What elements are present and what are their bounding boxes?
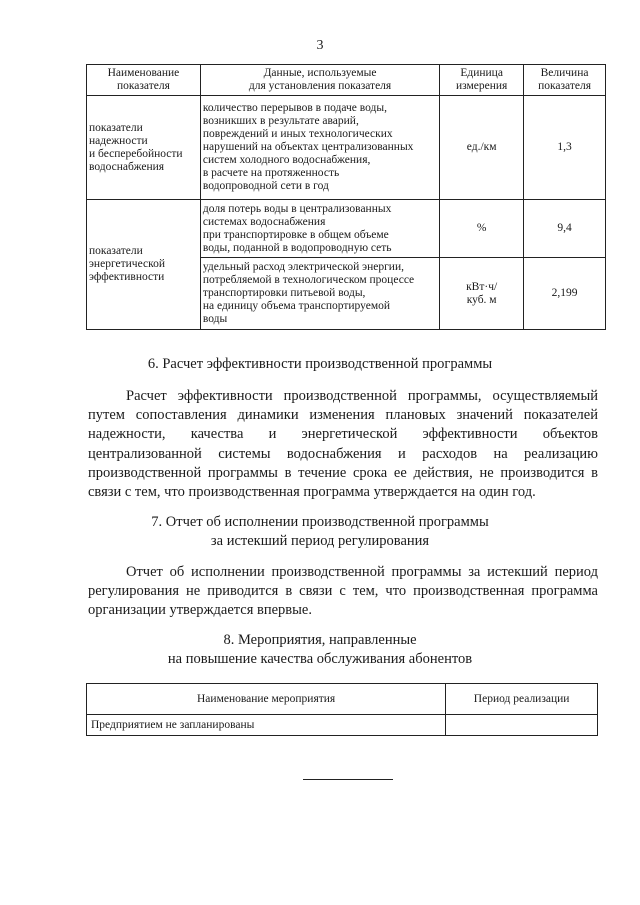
- text-line: количество перерывов в подаче воды,: [202, 102, 388, 114]
- text-line: водоснабжения: [89, 160, 165, 173]
- indicators-table-header: [87, 65, 606, 96]
- indicators-table: [86, 64, 606, 330]
- text-line: систем холодного водоснабжения,: [202, 154, 371, 166]
- section-7-title-line-1: 7. Отчет об исполнении производственной программы: [151, 514, 489, 530]
- text-line: на единицу объема транспортируемой: [202, 300, 391, 312]
- text-line: для установления показателя: [248, 80, 392, 92]
- text-line: повреждений и иных технологических: [202, 128, 393, 140]
- text-line: энергетической: [89, 258, 165, 270]
- indicator-value-cell: 9,4: [524, 200, 606, 258]
- text-line: Наименование: [107, 67, 180, 79]
- text-line: показателя: [116, 80, 170, 92]
- text-line: ед./км: [466, 141, 497, 153]
- header-period: Период реализации: [446, 684, 598, 715]
- text-line: надежности: [89, 134, 148, 147]
- page-number: 3: [316, 38, 324, 53]
- events-table: [86, 683, 598, 736]
- event-period-cell: [446, 715, 598, 736]
- text-line: системах водоснабжения: [202, 215, 326, 228]
- indicator-value-cell: 2,199: [524, 258, 606, 330]
- text-line: транспортировки питьевой воды,: [202, 287, 366, 299]
- indicator-data-cell: [200, 258, 439, 330]
- text-line: удельный расход электрической энергии,: [202, 261, 404, 273]
- section-8-title-line-2: на повышение качества обслуживания абонентов: [167, 651, 473, 667]
- text-line: показателя: [538, 80, 591, 92]
- header-source-data: [200, 65, 439, 96]
- text-line: доля потерь воды в централизованных: [202, 202, 392, 215]
- events-table-header: [87, 684, 598, 715]
- text-line: потребляемой в технологическом процессе: [202, 274, 415, 286]
- indicator-value-cell: 1,3: [524, 96, 606, 200]
- table-row: [87, 715, 598, 736]
- text-line: кВт·ч/: [466, 280, 498, 293]
- signature-line: [303, 779, 393, 780]
- section-6-text: Расчет эффективности производственной программы, осуществляемый путем сопоставления динамики изменения плановых значений показателей надежности, качества и энергетической эффективности объектов централизованной системы водоснабжения и расходов на реализацию производственной программы в течение срока ее действия, не производится в связи с тем, что производственная программа утверждается на один год.: [88, 388, 598, 501]
- section-6-title: 6. Расчет эффективности производственной программы: [147, 356, 493, 372]
- text-line: показатели: [89, 245, 143, 257]
- table-row: [87, 96, 606, 200]
- indicator-unit-cell: [440, 258, 524, 330]
- text-line: куб. м: [466, 293, 497, 306]
- section-7-title-line-2: за истекший период регулирования: [210, 533, 430, 549]
- indicator-group-reliability: [87, 96, 201, 200]
- text-line: Величина: [540, 67, 589, 79]
- text-line: измерения: [455, 80, 508, 92]
- text-line: эффективности: [89, 271, 165, 283]
- indicator-data-cell: [200, 96, 439, 200]
- text-line: нарушений на объектах централизованных: [202, 141, 414, 153]
- header-unit: [440, 65, 524, 96]
- indicator-unit-cell: [440, 200, 524, 258]
- header-value: [524, 65, 606, 96]
- indicator-data-cell: [200, 200, 439, 258]
- header-indicator-name: [87, 65, 201, 96]
- text-line: при транспортировке в общем объеме: [202, 228, 389, 241]
- text-line: возникших в результате аварий,: [202, 115, 359, 127]
- indicator-group-energy: [87, 200, 201, 330]
- header-event-name: Наименование мероприятия: [87, 684, 446, 715]
- text-line: водопроводной сети в год: [202, 180, 329, 192]
- section-8-title-line-1: 8. Мероприятия, направленные: [223, 632, 417, 648]
- text-line: воды, поданной в водопроводную сеть: [202, 241, 392, 254]
- text-line: воды: [202, 313, 228, 325]
- text-line: показатели: [89, 121, 143, 134]
- text-line: Единица: [460, 67, 503, 79]
- text-line: Данные, используемые: [263, 67, 377, 79]
- text-line: и бесперебойности: [89, 147, 183, 160]
- text-line: %: [476, 222, 487, 234]
- table-row: [87, 200, 606, 258]
- event-name-cell: Предприятием не запланированы: [87, 715, 446, 736]
- section-7-text: Отчет об исполнении производственной программы за истекший период регулирования не приводится в связи с тем, что производственная программа организации утверждается впервые.: [88, 564, 598, 619]
- text-line: в расчете на протяженность: [202, 167, 340, 179]
- indicator-unit-cell: [440, 96, 524, 200]
